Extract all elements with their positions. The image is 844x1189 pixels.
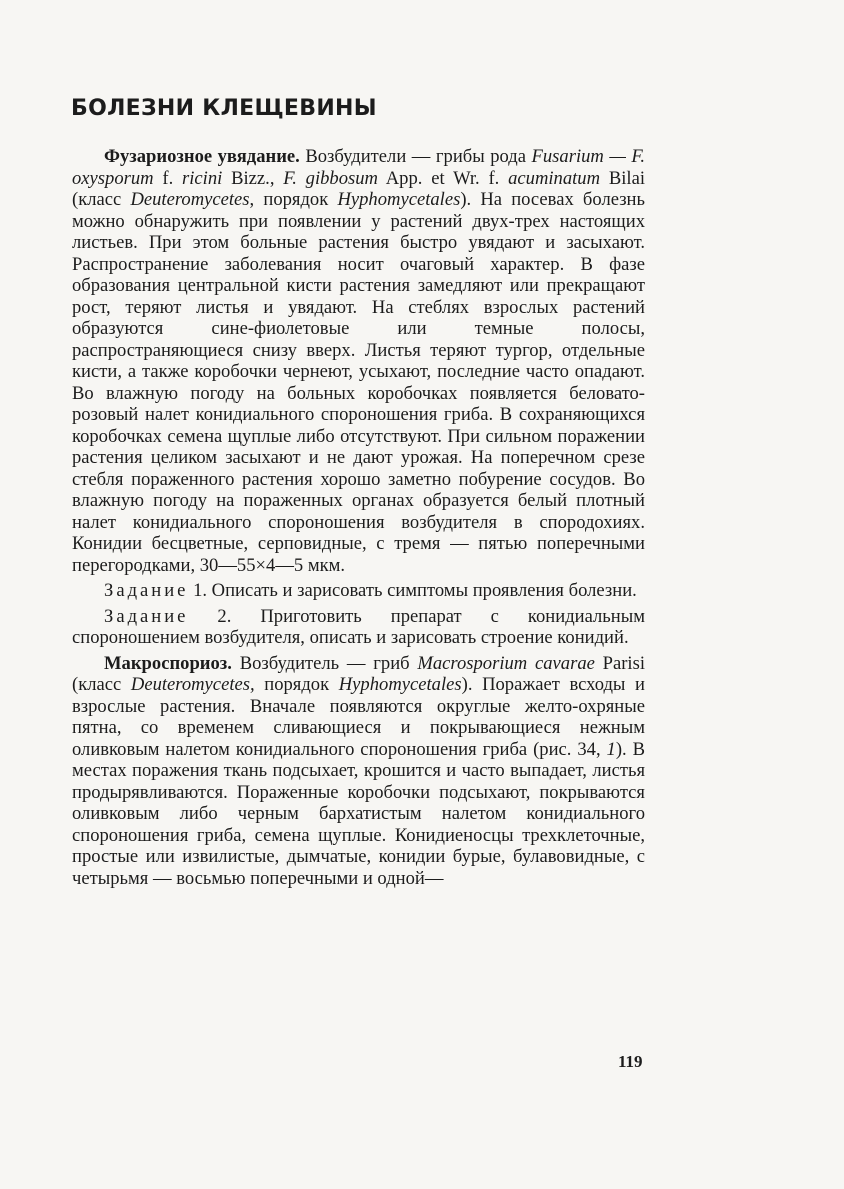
task-1 [72,580,645,602]
text-span: , порядок [249,189,338,210]
text-span: Bizz., [222,167,284,189]
task-text: 2. Приготовить препарат с конидиальным спороношением возбудителя, описать и зарисовать строение конидий. [72,605,645,648]
paragraph-fusarium [72,146,645,576]
text-span: Bilai (класс [72,167,645,210]
text-span: Возбудители — грибы рода [299,146,532,167]
text-span: ). Поражает всходы и взрослые растения. Вначале появляются округлые желто-охряные пятна, со временем сливающиеся и покрывающиеся нежным оливковым налетом конидиального спороношения гриба (рис. 34, [72,674,645,760]
page-number: 119 [618,1052,643,1071]
text-span: порядок [254,674,339,695]
fusarium-heading: Фузариозное увядание. [104,146,300,167]
text-span: ). В местах поражения ткань подсыхает, крошится и часто выпадает, листья продырявливаются. Пораженные коробочки подсыхают, покрываются оливковым либо черным бархатистым налетом конидиального спороношения гриба, семена щуплые. Конидиеносцы трехклеточные, простые или извилистые, дымчатые, конидии бурые, булавовидные, с четырьмя — восьмью поперечными и одной— [72,738,645,889]
figure-ref: 1 [606,738,616,760]
text-span: f. [153,167,183,189]
text-span: Parisi (класс [72,652,645,695]
text-span: Возбудитель — гриб [231,652,418,674]
task-label: Задание [104,605,189,627]
text-span: ). На посевах болезнь можно обнаружить при появлении у растений двух-трех настоящих листьев. При этом больные растения быстро увядают и засыхают. Распространение заболевания носит очаговый характер. В фазе образования центральной кисти растения замедляют или прекращают рост, теряют листья и увядают. На стеблях взрослых растений образуются сине-фиолетовые или темные полосы, распространяющиеся снизу вверх. Листья теряют тургор, отдельные кисти, а также коробочки чернеют, усыхают, последние часто опадают. Во влажную погоду на больных коробочках появляется беловато-розовый налет конидиального спороношения гриба. В сохраняющихся коробочках семена щуплые либо отсутствуют. При сильном поражении растения целиком засыхают и не дают урожая. На поперечном срезе стебля пораженного растения хорошо заметно побурение сосудов. Во влажную погоду на пораженных органах образуется белый плотный налет конидиального спороношения возбудителя в спородохиях. Конидии бесцветные, серповидные, с тремя — пятью поперечными перегородками, 30—55×4—5 мкм. [72,189,645,576]
latin-name: Fusarium — F. oxysporum [72,146,646,189]
latin-name: Hyphomycetales [337,189,461,210]
latin-name: Macrosporium cavarae [417,652,595,674]
latin-name: Deuteromycetes [130,189,250,210]
latin-name: Deuteromycetes, [130,674,255,695]
latin-name: Hyphomycetales [338,674,462,695]
task-label: Задание [104,580,189,601]
task-text: 1. Описать и зарисовать симптомы проявления болезни. [188,580,637,601]
body-text [72,146,645,889]
latin-name: acuminatum [508,167,601,189]
task-2 [72,606,645,649]
text-span: App. et Wr. f. [377,167,509,189]
paragraph-macrosporium [72,653,645,890]
macro-heading: Макроспориоз. [104,652,232,674]
latin-name: F. gibbosum [283,167,378,189]
latin-name: ricini [182,167,223,189]
page-title: БОЛЕЗНИ КЛЕЩЕВИНЫ [71,96,377,121]
